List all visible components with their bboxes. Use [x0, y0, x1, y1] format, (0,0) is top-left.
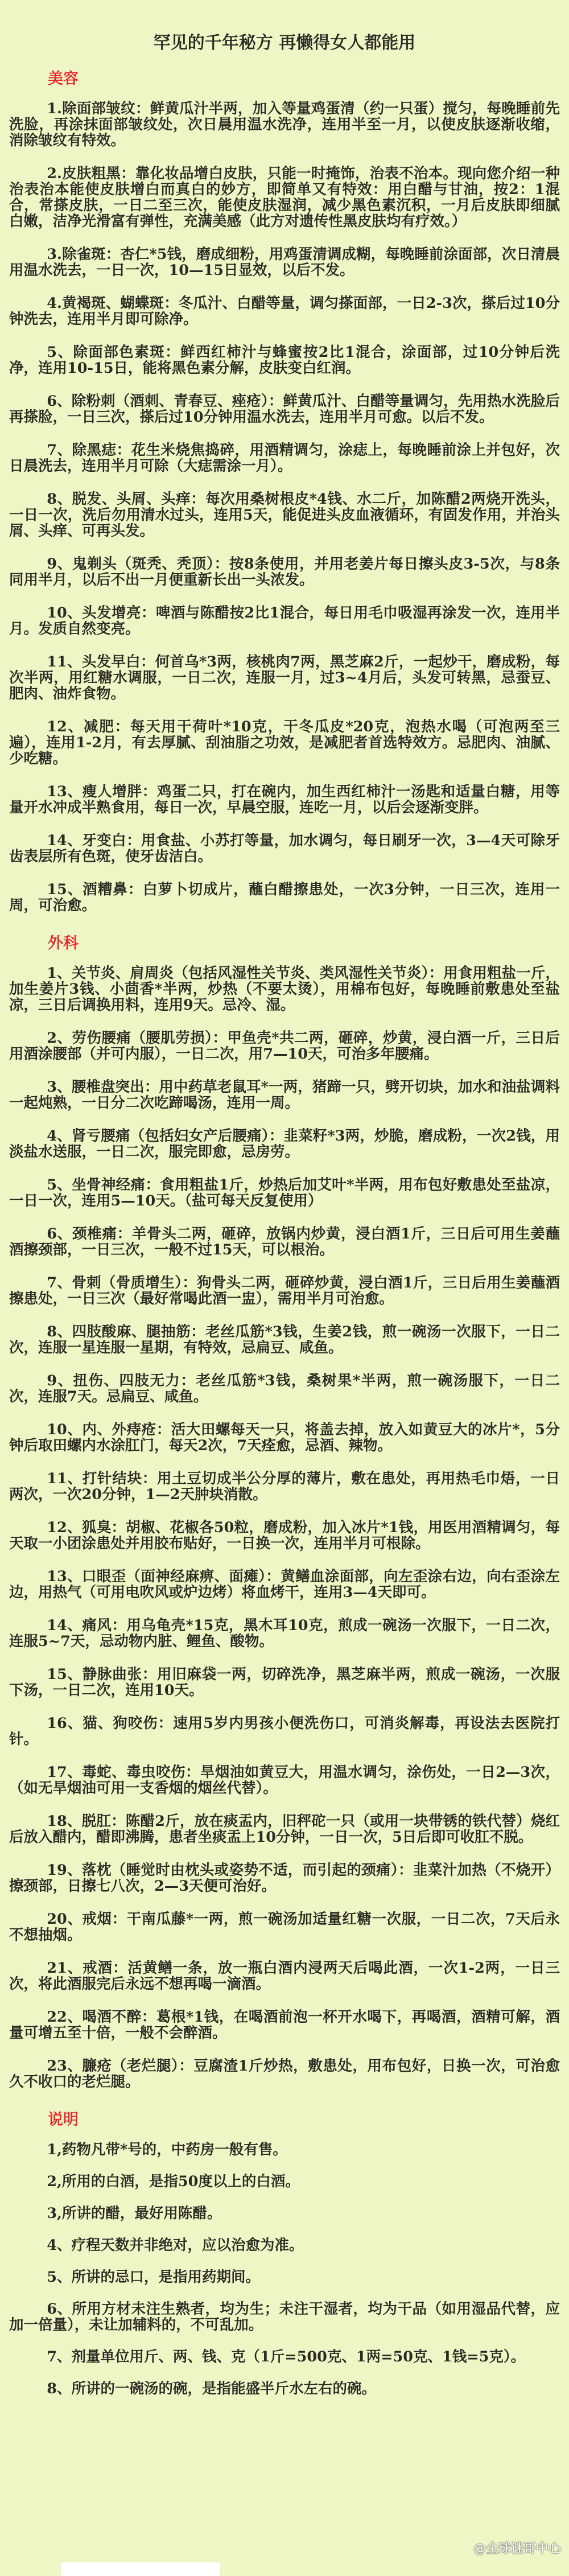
section-heading: 说明: [48, 2111, 79, 2129]
section-beauty: [9, 66, 560, 913]
remedy-item: 11、头发早白：何首乌*3两，核桃肉7两，黑芝麻2斤，一起炒干，磨成粉，每次半两，用红糖水调服，一日二次，连服一月，过3~4月后，头发可转黑，忌蚕豆、肥肉、油炸食物。: [9, 653, 560, 702]
remedy-item: 9、鬼剃头（斑秃、秃顶）：按8条使用，并用老姜片每日擦头皮3-5次，与8条同用半月，以后不出一月便重新长出一头浓发。: [9, 555, 560, 589]
remedy-item: 1.除面部皱纹：鲜黄瓜汁半两，加入等量鸡蛋清（约一只蛋）搅匀，每晚睡前先洗脸，再涂抹面部皱纹处，次日晨用温水洗净，连用半至一月，以使皮肤逐渐收缩，消除皱纹有特效。: [9, 100, 560, 149]
remedy-item: 5、除面部色素斑：鲜西红柿汁与蜂蜜按2比1混合，涂面部，过10分钟后洗净，连用10-15日，能将黑色素分解，皮肤变白红润。: [9, 344, 560, 377]
remedy-item: 17、毒蛇、毒虫咬伤：旱烟油如黄豆大，用温水调匀，涂伤处，一日2—3次，（如无旱烟油可用一支香烟的烟丝代替）。: [9, 1764, 560, 1797]
remedy-item: 5、所讲的忌口，是指用药期间。: [47, 2269, 261, 2286]
remedy-item: 12、狐臭：胡椒、花椒各50粒，磨成粉，加入冰片*1钱，用医用酒精调匀，每天取一小团涂患处并用胶布贴好，一日换一次，连用半月可根除。: [9, 1519, 560, 1552]
watermark-logo: @全球谜哥中心: [473, 2542, 561, 2556]
section-notes: [9, 2107, 560, 2397]
remedy-item: 5、坐骨神经痛：食用粗盐1斤，炒热后加艾叶*半两，用布包好敷患处至盐凉，一日一次，连用5—10天。（盐可每天反复使用）: [9, 1176, 560, 1209]
remedy-item: 13、瘦人增胖：鸡蛋二只，打在碗内，加生西红柿汁一汤匙和适量白糖，用等量开水冲成半熟食用，每日一次，早晨空服，连吃一月，以后会逐渐变胖。: [9, 783, 560, 816]
remedy-item: 14、痛风：用乌龟壳*15克，黑木耳10克，煎成一碗汤一次服下，一日二次，连服5~7天，忌动物内脏、鲤鱼、酸物。: [9, 1617, 560, 1650]
section-heading: 外科: [48, 935, 79, 952]
page-title: 罕见的千年秘方 再懒得女人都能用: [153, 33, 416, 53]
remedy-item: 9、扭伤、四肢无力：老丝瓜筋*3钱，桑树果*半两，煎一碗汤服下，一日二次，连服7天。忌扁豆、咸鱼。: [9, 1372, 560, 1405]
remedy-item: 10、头发增亮：啤酒与陈醋按2比1混合，每日用毛巾吸湿再涂发一次，连用半月。发质自然变亮。: [9, 604, 560, 637]
remedy-item: 20、戒烟：干南瓜藤*一两，煎一碗汤加适量红糖一次服，一日二次，7天后永不想抽烟。: [9, 1911, 560, 1944]
bottom-white-strip: [61, 2562, 220, 2576]
remedy-item: 8、脱发、头屑、头痒：每次用桑树根皮*4钱、水二斤，加陈醋2两烧开洗头，一日一次，洗后勿用清水过头，连用5天，能促进头皮血液循环，有固发作用，并治头屑、头痒、可再头发。: [9, 491, 560, 540]
section-surgery: [9, 931, 560, 2090]
sections-container: [9, 66, 560, 2397]
remedy-item: 13、口眼歪（面神经麻痹、面瘫）：黄鳝血涂面部，向左歪涂右边，向右歪涂左边，用热气（可用电吹风或炉边烤）将血烤干，连用3—4天即可。: [9, 1568, 560, 1601]
remedy-item: 8、所讲的一碗汤的碗，是指能盛半斤水左右的碗。: [47, 2380, 377, 2397]
remedy-item: 16、猫、狗咬伤：速用5岁内男孩小便洗伤口，可消炎解毒，再设法去医院打针。: [9, 1715, 560, 1748]
remedy-item: 14、牙变白：用食盐、小苏打等量，加水调匀，每日刷牙一次，3—4天可除牙齿表层所有色斑，使牙齿洁白。: [9, 832, 560, 865]
remedy-item: 6、颈椎痛：羊骨头二两，砸碎，放锅内炒黄，浸白酒1斤，三日后可用生姜蘸酒擦颈部，一日三次，一般不过15天，可以根治。: [9, 1225, 560, 1258]
remedy-item: 12、减肥：每天用干荷叶*10克，干冬瓜皮*20克，泡热水喝（可泡两至三遍），连用1-2月，有去厚腻、刮油脂之功效，是减肥者首选特效方。忌肥肉、油腻、少吃糖。: [9, 718, 560, 767]
remedy-item: 6、除粉刺（酒刺、青春豆、痤疮）：鲜黄瓜汁、白醋等量调匀，先用热水洗脸后再搽脸，一日三次，搽后过10分钟用温水洗去，连用半月可愈。以后不发。: [9, 393, 560, 426]
remedy-item: 1、关节炎、肩周炎（包括风湿性关节炎、类风湿性关节炎）：用食用粗盐一斤，加生姜片3钱、小茴香*半两，炒热（不要太烫），用棉布包好，每晚睡前敷患处至盐凉，三日后调换用料，连用9天。忌冷、湿。: [9, 965, 560, 1014]
remedy-item: 6、所用方材未注生熟者，均为生；未注干湿者，均为干品（如用湿品代替，应加一倍量），未让加辅料的，不可乱加。: [9, 2301, 560, 2334]
remedy-item: 4.黄褐斑、蝴蝶斑：冬瓜汁、白醋等量，调匀搽面部，一日2-3次，搽后过10分钟洗去，连用半月即可除净。: [9, 295, 560, 328]
remedy-item: 2.皮肤粗黑：靠化妆品增白皮肤，只能一时掩饰，治表不治本。现向您介绍一种治表治本能使皮肤增白而真白的妙方，即简单又有特效：用白醋与甘油，按2：1混合，常搽皮肤，一日二至三次，能使皮肤湿润，减少黑色素沉积，一月后皮肤即细腻白嫩，洁净光滑富有弹性，充满美感（此方对遗传性黑皮肤均有疗效。）: [9, 165, 560, 230]
section-heading: 美容: [48, 70, 79, 88]
remedy-item: 23、臁疮（老烂腿）：豆腐渣1斤炒热，敷患处，用布包好，日换一次，可治愈久不收口的老烂腿。: [9, 2057, 560, 2091]
remedy-item: 19、落枕（睡觉时由枕头或姿势不适，而引起的颈痛）：韭菜汁加热（不烧开）擦颈部，日擦七八次，2—3天便可治好。: [9, 1862, 560, 1895]
remedy-item: 4、疗程天数并非绝对，应以治愈为准。: [47, 2237, 304, 2254]
remedy-item: 10、内、外痔疮：活大田螺每天一只，将盖去掉，放入如黄豆大的冰片*，5分钟后取田螺内水涂肛门，每天2次，7天痊愈，忌酒、辣物。: [9, 1421, 560, 1454]
remedy-item: 7、骨刺（骨质增生）：狗骨头二两，砸碎炒黄，浸白酒1斤，三日后用生姜蘸酒擦患处，一日三次（最好常喝此酒一盅），需用半月可治愈。: [9, 1274, 560, 1307]
remedy-item: 18、脱肛：陈醋2斤，放在痰盂内，旧秤砣一只（或用一块带锈的铁代替）烧红后放入醋内，醋即沸腾，患者坐痰盂上10分钟，一日一次，5日后即可收肛不脱。: [9, 1813, 560, 1846]
remedy-item: 22、喝酒不醉：葛根*1钱，在喝酒前泡一杯开水喝下，再喝酒，酒精可解，酒量可增五至十倍，一般不会醉酒。: [9, 2009, 560, 2042]
remedy-item: 4、肾亏腰痛（包括妇女产后腰痛）：韭菜籽*3两，炒脆，磨成粉，一次2钱，用淡盐水送服，一日二次，服完即愈，忌房劳。: [9, 1127, 560, 1161]
remedy-item: 15、酒糟鼻：白萝卜切成片，蘸白醋擦患处，一次3分钟，一日三次，连用一周，可治愈。: [9, 881, 560, 914]
remedy-item: 7、剂量单位用斤、两、钱、克（1斤=500克、1两=50克、1钱=5克）。: [47, 2348, 526, 2365]
remedy-item: 2、劳伤腰痛（腰肌劳损）：甲鱼壳*共二两，砸碎，炒黄，浸白酒一斤，三日后用酒涂腰部（并可内服），一日二次，用7—10天，可治多年腰痛。: [9, 1030, 560, 1063]
remedy-item: 21、戒酒：活黄鳝一条，放一瓶白酒内浸两天后喝此酒，一次1-2两，一日三次，将此酒服完后永远不想再喝一滴酒。: [9, 1960, 560, 1993]
remedy-item: 3.除雀斑：杏仁*5钱，磨成细粉，用鸡蛋清调成糊，每晚睡前涂面部，次日清晨用温水洗去，一日一次，10—15日显效，以后不发。: [9, 246, 560, 279]
remedy-item: 3,所讲的醋，最好用陈醋。: [47, 2205, 222, 2222]
remedy-item: 1,药物凡带*号的，中药房一般有售。: [47, 2141, 287, 2158]
remedy-item: 2,所用的白酒，是指50度以上的白酒。: [47, 2173, 300, 2190]
remedy-item: 3、腰椎盘突出：用中药草老鼠耳*一两，猪蹄一只，劈开切块，加水和油盐调料一起炖熟，一日分二次吃蹄喝汤，连用一周。: [9, 1079, 560, 1112]
remedy-item: 8、四肢酸麻、腿抽筋：老丝瓜筋*3钱，生姜2钱，煎一碗汤一次服下，一日二次，连服一星连服一星期，有特效，忌扁豆、咸鱼。: [9, 1323, 560, 1356]
remedy-item: 15、静脉曲张：用旧麻袋一两，切碎洗净，黑芝麻半两，煎成一碗汤，一次服下汤，一日二次，连用10天。: [9, 1666, 560, 1699]
remedy-item: 7、除黑痣：花生米烧焦捣碎，用酒精调匀，涂痣上，每晚睡前涂上并包好，次日晨洗去，连用半月可除（大痣需涂一月）。: [9, 442, 560, 475]
remedy-item: 11、打针结块：用土豆切成半公分厚的薄片，敷在患处，再用热毛巾焐，一日两次，一次20分钟，1—2天肿块消散。: [9, 1470, 560, 1503]
